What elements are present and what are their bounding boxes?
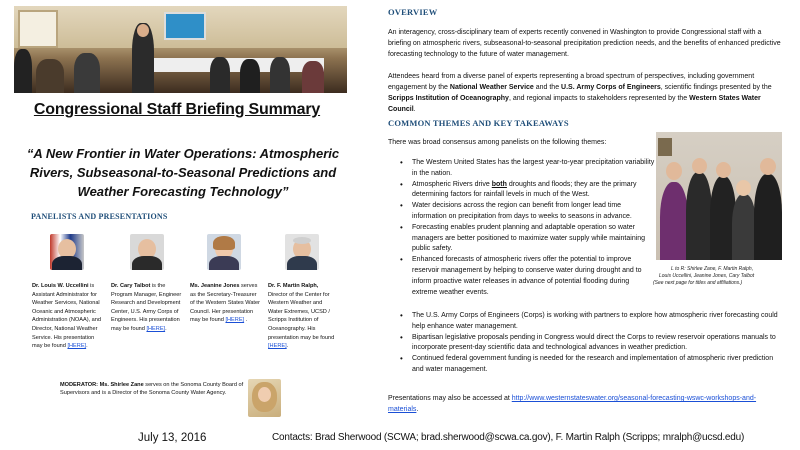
presentations-link[interactable]: http://www.westernstateswater.org/seasonal-forecasting-wswc-workshops-and-materials xyxy=(388,395,757,413)
list-item: • Water decisions across the region can benefit from longer lead time information on precipitation from days to weeks to seasons in advance. xyxy=(398,201,656,223)
jones-bio: Ms. Jeanine Jones serves as the Secretary-Treasurer of the Western States Water Council. Her presentation may be found [HERE] . xyxy=(190,283,260,324)
uccellini-presentation-link[interactable]: [HERE] xyxy=(67,343,87,350)
ralph-headshot xyxy=(285,234,319,270)
themes-heading: COMMON THEMES AND KEY TAKEAWAYS xyxy=(388,118,569,128)
panelists-group-photo xyxy=(656,132,782,260)
briefing-subtitle: “A New Frontier in Water Operations: Atmospheric Rivers, Subseasonal-to-Seasonal Predictions and Weather Forecasting Technology” xyxy=(26,146,340,199)
overview-paragraph-1: An interagency, cross-disciplinary team of experts recently convened in Washington to provide Congressional staff with a briefing on atmospheric rivers, subseasonal-to-seasonal precipitation prediction needs, and the benefits of enhanced predictive forecasting technology to the future of water management. xyxy=(388,29,781,58)
list-item: • Atmospheric Rivers drive both droughts and floods; they are the primary determining factors for rainfall levels in much of the West. xyxy=(398,180,656,202)
talbot-bio: Dr. Cary Talbot is the Program Manager, Engineer Research and Development Center, U.S. Army Corps of Engineers. His presentation may be found [HERE]. xyxy=(111,283,182,332)
presentations-note: Presentations may also be accessed at http://www.westernstateswater.org/seasonal-forecasting-wswc-workshops-and-materials. xyxy=(388,395,757,413)
themes-list-lower xyxy=(398,311,783,376)
list-item: • Forecasting enables prudent planning and adaptable operation so water managers are better positioned to maximize water supply while maintaining public safety. xyxy=(398,223,656,255)
contacts-line: Contacts: Brad Sherwood (SCWA; brad.sherwood@scwa.ca.gov), F. Martin Ralph (Scripps; mralph@ucsd.edu) xyxy=(272,432,745,443)
panelists-heading: PANELISTS AND PRESENTATIONS xyxy=(31,212,168,221)
jones-headshot xyxy=(207,234,241,270)
overview-heading: OVERVIEW xyxy=(388,7,438,17)
briefing-date: July 13, 2016 xyxy=(138,432,207,444)
briefing-photo xyxy=(14,6,347,93)
uccellini-headshot xyxy=(50,234,84,270)
talbot-headshot xyxy=(130,234,164,270)
page-title: Congressional Staff Briefing Summary xyxy=(33,101,321,118)
overview-paragraph-2: Attendees heard from a diverse panel of experts representing a broad spectrum of perspectives, including government engagement by the National Weather Service and the U.S. Army Corps of Engineers, scientific findings presented by the Scripps Institution of Oceanography, and regional impacts to stakeholders represented by the Western States Water Council. xyxy=(388,73,772,113)
jones-presentation-link[interactable]: [HERE] xyxy=(225,317,245,324)
list-item: • The U.S. Army Corps of Engineers (Corps) is working with partners to explore how atmospheric river forecasting could help enhance water management. xyxy=(398,311,783,333)
photo-caption: L to R: Shirlee Zane, F. Martin Ralph, Louis Uccellini, Jeanine Jones, Cary Talbot (See next page for titles and affiliations.) xyxy=(653,266,755,287)
ralph-bio: Dr. F. Martin Ralph, Director of the Center for Western Weather and Water Extremes, UCSD / Scripps Institution of Oceanography. His presentation may be found [HERE]. xyxy=(268,283,335,350)
list-item: • Bipartisan legislative proposals pending in Congress would direct the Corps to review reservoir operations manuals to incorporate present-day scientific data and technological advances in weather prediction. xyxy=(398,333,783,355)
zane-headshot xyxy=(248,379,281,417)
list-item: • The Western United States has the largest year-to-year precipitation variability in the nation. xyxy=(398,158,656,180)
list-item: • Continued federal government funding is needed for the research and implementation of atmospheric river prediction and water management. xyxy=(398,354,783,376)
themes-intro: There was broad consensus among panelists on the following themes: xyxy=(388,139,607,146)
list-item: • Enhanced forecasts of atmospheric rivers offer the potential to improve reservoir management by helping to conserve water during drought and to inform proactive water releases in advance of potential flooding during extreme weather events. xyxy=(398,255,656,298)
themes-list-upper xyxy=(398,158,656,298)
moderator-note: MODERATOR: Ms. Shirlee Zane serves on the Sonoma County Board of Supervisors and is a Director of the Sonoma County Water Agency. xyxy=(60,382,244,397)
uccellini-bio: Dr. Louis W. Uccellini is Assistant Administrator for Weather Services, National Oceanic and Atmospheric Administration (NOAA), and Director, National Weather Service. His presentation may be found [HERE]. xyxy=(32,283,102,350)
ralph-presentation-link[interactable]: [HERE] xyxy=(268,343,287,350)
talbot-presentation-link[interactable]: [HERE] xyxy=(146,325,166,332)
